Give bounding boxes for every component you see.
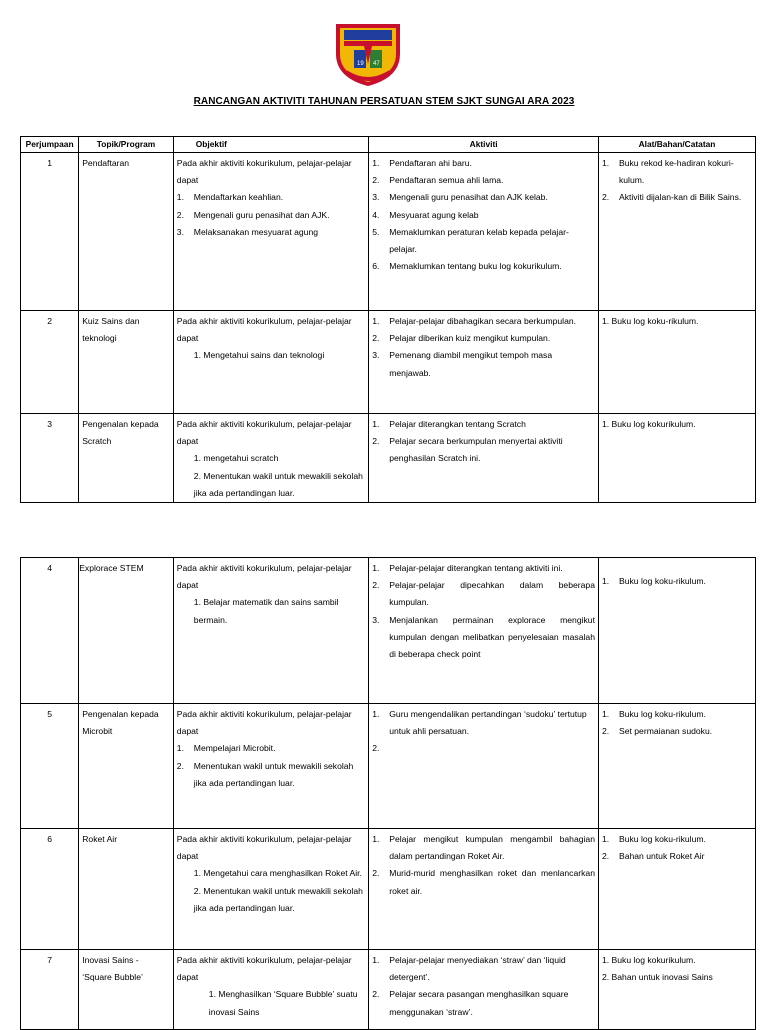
- list-number: 2.: [601, 851, 610, 862]
- objektif-item: [177, 450, 365, 467]
- list-text: Mengenali guru penasihat dan AJK kelab.: [389, 192, 548, 203]
- list-text: Pelajar-pelajar dibahagikan secara berkumpulan.: [389, 316, 577, 326]
- aktiviti-list: [372, 706, 595, 758]
- list-text: Pendaftaran semua ahli lama.: [389, 175, 504, 186]
- alat-list: [602, 416, 752, 433]
- list-text: Pelajar-pelajar dipecahkan dalam beberapa kumpulan.: [389, 580, 595, 608]
- objektif-item: [177, 758, 365, 792]
- cell-perjumpaan: 1: [21, 153, 79, 311]
- list-text: 1. Menghasilkan ‘Square Bubble’ suatu inovasi Sains: [208, 989, 358, 1017]
- aktiviti-item: [372, 155, 595, 172]
- list-text: Murid-murid menghasilkan roket dan menlancarkan roket air.: [389, 868, 595, 896]
- list-number: 3.: [372, 192, 380, 203]
- aktiviti-list: [372, 416, 595, 468]
- list-number: 1.: [372, 316, 380, 326]
- list-number: 1.: [372, 834, 380, 844]
- alat-item: [602, 706, 752, 723]
- aktiviti-item: [372, 330, 595, 347]
- list-number: 1.: [372, 158, 380, 168]
- list-text: Set permaianan sudoku.: [618, 726, 713, 737]
- cell-alat: [598, 311, 755, 414]
- alat-item: [602, 723, 752, 740]
- objektif-intro: Pada akhir aktiviti kokurikulum, pelajar-pelajar dapat: [176, 834, 352, 862]
- alat-list: [602, 706, 752, 740]
- aktiviti-item: [372, 865, 595, 899]
- list-number: 2.: [176, 760, 184, 771]
- alat-item: [602, 573, 752, 590]
- list-text: 1. Buku log kokurikulum.: [601, 419, 696, 429]
- table-row: [21, 829, 756, 950]
- col-header-aktiviti: Aktiviti: [369, 137, 599, 153]
- list-text: Pelajar secara pasangan menghasilkan square menggunakan ‘straw’.: [389, 989, 569, 1017]
- activity-table-part-2: [20, 557, 756, 1030]
- objektif-list: [177, 450, 365, 502]
- list-text: Pelajar diterangkan tentang Scratch: [389, 419, 526, 429]
- aktiviti-item: [372, 952, 595, 986]
- aktiviti-item: [372, 416, 595, 433]
- list-text: Buku log koku-rikulum.: [618, 709, 706, 719]
- cell-objektif: [173, 950, 368, 1030]
- list-number: 6.: [372, 261, 380, 272]
- cell-topik: Pendaftaran: [79, 153, 174, 311]
- cell-aktiviti: [369, 414, 599, 503]
- list-text: Pelajar secara berkumpulan menyertai aktiviti penghasilan Scratch ini.: [389, 436, 563, 464]
- objektif-intro: Pada akhir aktiviti kokurikulum, pelajar-pelajar dapat: [176, 158, 352, 186]
- list-text: 1. Buku log kokurikulum.: [601, 955, 696, 965]
- cell-objektif: [173, 558, 368, 704]
- list-number: 5.: [372, 226, 380, 237]
- cell-topik: Pengenalan kepada Scratch: [79, 414, 174, 503]
- list-number: 2.: [601, 726, 610, 737]
- list-text: Mendaftarkan keahlian.: [193, 192, 284, 203]
- objektif-item: [177, 594, 365, 628]
- list-text: 2. Menentukan wakil untuk mewakili sekolah jika ada pertandingan luar.: [193, 885, 363, 913]
- objektif-item: [177, 986, 365, 1020]
- cell-perjumpaan: 2: [21, 311, 79, 414]
- aktiviti-item: [372, 706, 595, 740]
- aktiviti-item: [372, 207, 595, 224]
- aktiviti-list: [372, 952, 595, 1021]
- list-text: Pelajar diberikan kuiz mengikut kumpulan.: [389, 333, 551, 344]
- school-crest-logo: [330, 20, 406, 86]
- svg-text:19: 19: [357, 61, 364, 67]
- cell-perjumpaan: 4: [21, 558, 79, 704]
- list-text: 2. Menentukan wakil untuk mewakili sekolah jika ada pertandingan luar.: [193, 470, 363, 498]
- aktiviti-item: [372, 612, 595, 664]
- list-number: 4.: [372, 209, 380, 220]
- list-text: Menjalankan permainan explorace mengikut kumpulan dengan melibatkan penyelesaian masalah di beberapa check point: [389, 614, 595, 660]
- list-number: 1.: [601, 576, 610, 586]
- list-number: 2.: [372, 989, 380, 1000]
- alat-list: [602, 573, 752, 590]
- objektif-list: [177, 740, 365, 792]
- cell-perjumpaan: 6: [21, 829, 79, 950]
- list-number: 1.: [372, 955, 380, 965]
- alat-item: [602, 416, 752, 433]
- list-text: Memaklumkan tentang buku log kokurikulum.: [389, 261, 562, 272]
- alat-list: [602, 952, 752, 986]
- table-header-row: [21, 137, 756, 153]
- cell-topik: Inovasi Sains - ‘Square Bubble’: [79, 950, 174, 1030]
- cell-alat: [598, 153, 755, 311]
- cell-alat: [598, 950, 755, 1030]
- cell-aktiviti: [369, 704, 599, 829]
- alat-list: [602, 313, 752, 330]
- cell-aktiviti: [369, 153, 599, 311]
- cell-aktiviti: [369, 558, 599, 704]
- list-text: Memaklumkan peraturan kelab kepada pelajar-pelajar.: [389, 226, 569, 255]
- list-text: Aktiviti dijalan-kan di Bilik Sains.: [618, 192, 742, 203]
- list-text: 2. Bahan untuk inovasi Sains: [601, 972, 713, 983]
- list-text: Buku log koku-rikulum.: [618, 576, 706, 586]
- list-number: 1.: [372, 563, 380, 573]
- list-number: 2.: [372, 333, 380, 344]
- cell-perjumpaan: 7: [21, 950, 79, 1030]
- aktiviti-item: [372, 986, 595, 1020]
- cell-objektif: [173, 153, 368, 311]
- list-number: 2.: [601, 192, 610, 203]
- cell-alat: [598, 829, 755, 950]
- list-text: Buku rekod ke-hadiran kokuri-kulum.: [618, 158, 734, 186]
- list-text: 1. mengetahui scratch: [193, 453, 279, 464]
- alat-list: [602, 155, 752, 207]
- list-number: 3.: [176, 226, 184, 237]
- list-number: 2.: [372, 436, 380, 447]
- list-number: 1.: [176, 743, 184, 754]
- aktiviti-item: [372, 224, 595, 258]
- cell-perjumpaan: 5: [21, 704, 79, 829]
- list-text: Pelajar-pelajar menyediakan ‘straw’ dan ‘liquid detergent’.: [389, 955, 566, 983]
- objektif-list: [177, 189, 365, 241]
- list-number: 1.: [601, 158, 610, 168]
- objektif-item: [177, 189, 365, 206]
- objektif-list: [177, 865, 365, 917]
- list-number: 2.: [372, 743, 380, 754]
- aktiviti-item: [372, 258, 595, 275]
- cell-topik: Kuiz Sains dan teknologi: [79, 311, 174, 414]
- alat-item: [602, 831, 752, 848]
- cell-alat: [598, 558, 755, 704]
- list-number: 1.: [176, 192, 184, 203]
- activity-table-part-1: [20, 136, 756, 503]
- aktiviti-item: [372, 577, 595, 611]
- list-text: Menentukan wakil untuk mewakili sekolah jika ada pertandingan luar.: [193, 760, 354, 788]
- list-text: Melaksanakan mesyuarat agung: [193, 226, 319, 237]
- list-text: Mesyuarat agung kelab: [389, 209, 479, 220]
- aktiviti-list: [372, 313, 595, 382]
- cell-objektif: [173, 311, 368, 414]
- col-header-alat: Alat/Bahan/Catatan: [598, 137, 755, 153]
- cell-objektif: [173, 829, 368, 950]
- aktiviti-item: [372, 740, 595, 757]
- cell-aktiviti: [369, 950, 599, 1030]
- objektif-intro: Pada akhir aktiviti kokurikulum, pelajar-pelajar dapat: [176, 709, 352, 737]
- alat-list: [602, 831, 752, 865]
- page-title: RANCANGAN AKTIVITI TAHUNAN PERSATUAN STEM SJKT SUNGAI ARA 2023: [193, 96, 575, 107]
- aktiviti-item: [372, 172, 595, 189]
- col-header-objektif: Objektif: [173, 137, 368, 153]
- alat-item: [602, 969, 752, 986]
- list-number: 3.: [372, 614, 380, 625]
- list-text: Pemenang diambil mengikut tempoh masa menjawab.: [389, 350, 553, 378]
- list-text: Bahan untuk Roket Air: [618, 851, 705, 862]
- list-number: 2.: [372, 175, 380, 186]
- list-text: Mempelajari Microbit.: [193, 743, 276, 754]
- cell-objektif: [173, 704, 368, 829]
- cell-topik: Explorace STEM: [79, 558, 174, 704]
- objektif-intro: Pada akhir aktiviti kokurikulum, pelajar-pelajar dapat: [176, 955, 352, 983]
- objektif-list: [177, 347, 365, 364]
- list-text: Pelajar mengikut kumpulan mengambil bahagian dalam pertandingan Roket Air.: [389, 834, 595, 862]
- list-text: Buku log koku-rikulum.: [618, 834, 706, 844]
- aktiviti-item: [372, 831, 595, 865]
- list-number: 1.: [372, 419, 380, 429]
- alat-item: [602, 848, 752, 865]
- objektif-item: [177, 468, 365, 502]
- list-text: [389, 740, 595, 757]
- table-row: [21, 950, 756, 1030]
- aktiviti-item: [372, 560, 595, 577]
- cell-topik: Roket Air: [79, 829, 174, 950]
- cell-aktiviti: [369, 311, 599, 414]
- list-text: 1. Mengetahui cara menghasilkan Roket Air.: [193, 868, 362, 879]
- objektif-item: [177, 740, 365, 757]
- list-number: 1.: [601, 834, 610, 844]
- aktiviti-item: [372, 313, 595, 330]
- cell-aktiviti: [369, 829, 599, 950]
- aktiviti-list: [372, 155, 595, 275]
- alat-item: [602, 189, 752, 206]
- objektif-item: [177, 883, 365, 917]
- cell-objektif: [173, 414, 368, 503]
- table-row: [21, 311, 756, 414]
- objektif-item: [177, 347, 365, 364]
- list-text: Pendaftaran ahi baru.: [389, 158, 472, 168]
- objektif-intro: Pada akhir aktiviti kokurikulum, pelajar-pelajar dapat: [176, 316, 352, 344]
- list-number: 1.: [601, 709, 610, 719]
- aktiviti-item: [372, 347, 595, 381]
- objektif-item: [177, 224, 365, 241]
- cell-topik: Pengenalan kepada Microbit: [79, 704, 174, 829]
- svg-text:47: 47: [373, 61, 380, 67]
- list-text: 1. Belajar matematik dan sains sambil bermain.: [193, 597, 339, 625]
- list-text: Mengenali guru penasihat dan AJK.: [193, 209, 330, 220]
- aktiviti-item: [372, 433, 595, 467]
- list-number: 2.: [372, 580, 380, 591]
- objektif-intro: Pada akhir aktiviti kokurikulum, pelajar-pelajar dapat: [176, 563, 352, 591]
- list-text: Guru mengendalikan pertandingan ‘sudoku’ tertutup untuk ahli persatuan.: [389, 709, 587, 737]
- objektif-item: [177, 865, 365, 882]
- list-number: 3.: [372, 350, 380, 361]
- alat-item: [602, 952, 752, 969]
- list-number: 1.: [372, 709, 380, 719]
- objektif-list: [177, 986, 365, 1020]
- objektif-intro: Pada akhir aktiviti kokurikulum, pelajar-pelajar dapat: [176, 419, 352, 447]
- table-row: [21, 558, 756, 704]
- cell-alat: [598, 704, 755, 829]
- objektif-list: [177, 594, 365, 628]
- col-header-perjumpaan: Perjumpaan: [21, 137, 79, 153]
- list-text: Pelajar-pelajar diterangkan tentang aktiviti ini.: [389, 563, 563, 573]
- col-header-topik: Topik/Program: [79, 137, 174, 153]
- list-text: 1. Buku log koku-rikulum.: [601, 316, 699, 326]
- aktiviti-item: [372, 189, 595, 206]
- table-row: [21, 153, 756, 311]
- cell-perjumpaan: 3: [21, 414, 79, 503]
- list-number: 2.: [176, 209, 184, 220]
- aktiviti-list: [372, 560, 595, 663]
- table-row: [21, 414, 756, 503]
- alat-item: [602, 313, 752, 330]
- list-number: 2.: [372, 868, 380, 879]
- cell-alat: [598, 414, 755, 503]
- aktiviti-list: [372, 831, 595, 900]
- objektif-item: [177, 207, 365, 224]
- list-text: 1. Mengetahui sains dan teknologi: [193, 350, 325, 361]
- table-row: [21, 704, 756, 829]
- alat-item: [602, 155, 752, 189]
